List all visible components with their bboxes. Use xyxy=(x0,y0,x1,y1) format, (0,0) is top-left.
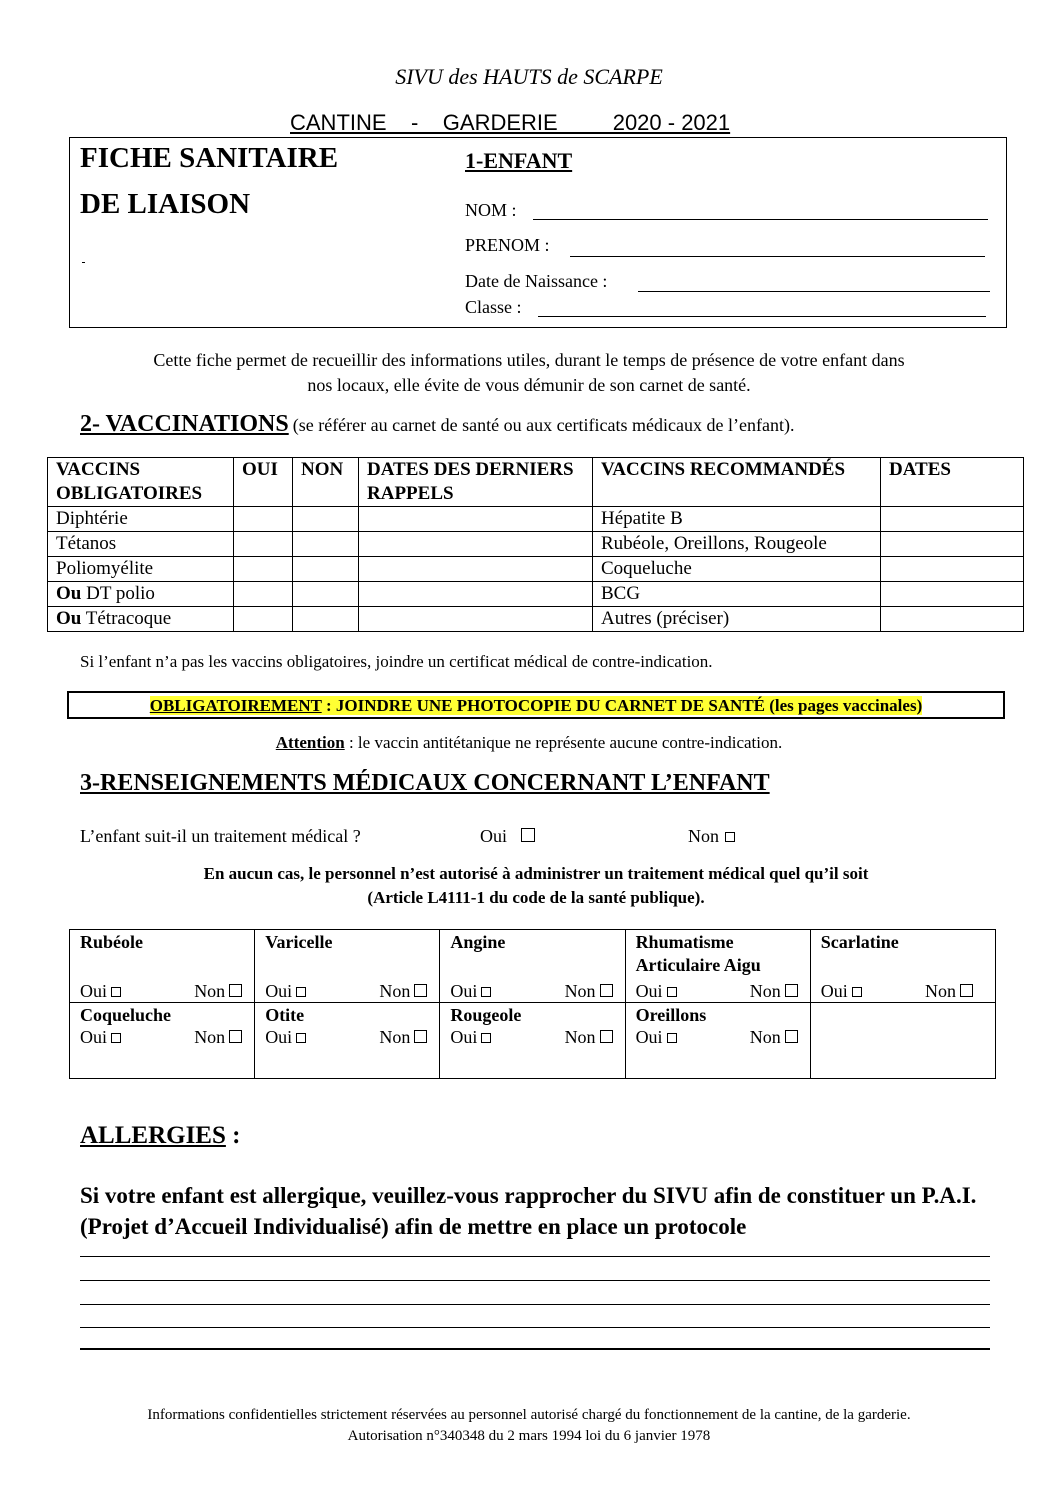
option-oui[interactable] xyxy=(450,1027,491,1048)
date-rappel-cell[interactable] xyxy=(359,582,593,607)
disease-options xyxy=(636,1027,800,1048)
date-cell[interactable] xyxy=(881,582,1024,607)
footer-line-1: Informations confidentielles strictement réservées au personnel autorisé chargé du fonctionnement de la cantine, de la garderie. xyxy=(147,1407,911,1423)
option-non[interactable] xyxy=(194,981,242,1002)
option-oui[interactable] xyxy=(265,981,306,1002)
oui-label: Oui xyxy=(635,981,663,1001)
checkbox-icon[interactable] xyxy=(296,987,306,997)
non-label: Non xyxy=(749,981,781,1001)
option-non[interactable] xyxy=(750,1027,798,1048)
date-rappel-cell[interactable] xyxy=(359,532,593,557)
warning-line-2: (Article L4111-1 du code de la santé publique). xyxy=(367,888,705,907)
option-oui[interactable] xyxy=(265,1027,306,1048)
disease-cell xyxy=(255,1003,440,1079)
disease-options xyxy=(821,981,973,1002)
allergies-text: Si votre enfant est allergique, veuillez-vous rapprocher du SIVU afin de constituer un P.A.I. (Projet d’Accueil Individualisé) afin de mettre en place un protocole xyxy=(80,1183,977,1239)
disease-options xyxy=(80,981,242,1002)
disease-name: Angine xyxy=(450,932,506,952)
non-label: Non xyxy=(564,1027,596,1047)
oui-label: Oui xyxy=(450,1027,478,1047)
option-non[interactable] xyxy=(194,1027,242,1048)
date-rappel-cell[interactable] xyxy=(359,507,593,532)
classe-field[interactable] xyxy=(538,316,986,317)
checkbox-icon[interactable] xyxy=(785,1030,798,1043)
empty-cell xyxy=(810,1003,995,1079)
stray-mark xyxy=(82,262,85,263)
vaccine-name: Poliomyélite xyxy=(56,558,154,579)
treatment-warning xyxy=(0,862,1058,910)
checkbox-icon[interactable] xyxy=(481,987,491,997)
oui-label: Oui xyxy=(80,1027,107,1047)
header-dates: DATES xyxy=(881,458,1024,507)
disease-name: Rubéole xyxy=(80,932,143,952)
intro-paragraph xyxy=(0,348,1058,398)
vaccine-recommande: Hépatite B xyxy=(593,507,881,532)
disease-cell xyxy=(625,1003,810,1079)
callout-highlight xyxy=(150,696,922,715)
checkbox-icon[interactable] xyxy=(111,1033,121,1043)
disease-name: Varicelle xyxy=(265,932,333,952)
disease-cell xyxy=(255,930,440,1003)
vaccinations-note: (se référer au carnet de santé ou aux certificats médicaux de l’enfant). xyxy=(292,415,795,435)
non-cell[interactable] xyxy=(293,607,359,632)
option-oui[interactable] xyxy=(80,981,121,1002)
attention-label: Attention xyxy=(275,733,345,752)
option-non[interactable] xyxy=(750,981,798,1002)
option-oui[interactable] xyxy=(636,981,677,1002)
non-label: Non xyxy=(925,981,956,1001)
writing-line[interactable] xyxy=(80,1348,990,1350)
prenom-field[interactable] xyxy=(570,256,985,257)
vaccinations-header-row xyxy=(48,458,1024,507)
header-obligatoires: VACCINS OBLIGATOIRES xyxy=(48,458,234,507)
disease-name: Rhumatisme Articulaire Aigu xyxy=(635,932,761,975)
date-cell[interactable] xyxy=(881,507,1024,532)
vaccine-recommande: Autres (préciser) xyxy=(593,607,881,632)
oui-cell[interactable] xyxy=(234,582,293,607)
form-title-line2: DE LIAISON xyxy=(80,188,251,220)
disease-cell xyxy=(70,1003,255,1079)
service-subtitle: CANTINE - GARDERIE 2020 - 2021 xyxy=(290,110,731,135)
vaccine-name: Tétracoque xyxy=(81,608,172,629)
identity-box xyxy=(69,137,1007,328)
option-oui[interactable] xyxy=(450,981,491,1002)
vaccinations-title: 2- VACCINATIONS xyxy=(80,411,289,437)
table-row xyxy=(48,607,1024,632)
disease-name: Oreillons xyxy=(635,1005,707,1025)
disease-options xyxy=(265,1027,429,1048)
vaccine-name: Tétanos xyxy=(56,533,117,554)
disease-name: Coqueluche xyxy=(80,1005,172,1025)
checkbox-icon[interactable] xyxy=(960,984,973,997)
disease-name: Otite xyxy=(265,1005,305,1025)
oui-label: Oui xyxy=(265,981,293,1001)
warning-line-1: En aucun cas, le personnel n’est autorisé à administrer un traitement médical quel qu’il soit xyxy=(203,864,869,883)
nom-label: NOM : xyxy=(465,200,517,220)
oui-cell[interactable] xyxy=(234,507,293,532)
vaccine-prefix: Ou xyxy=(56,583,82,604)
date-naissance-field[interactable] xyxy=(638,291,990,292)
treatment-non[interactable] xyxy=(688,826,735,847)
treatment-non-label: Non xyxy=(688,826,719,846)
attention-text: : le vaccin antitétanique ne représente aucune contre-indication. xyxy=(344,733,783,752)
intro-line-1: Cette fiche permet de recueillir des informations utiles, durant le temps de présence de votre enfant dans xyxy=(153,350,905,370)
disease-cell xyxy=(440,1003,625,1079)
writing-line[interactable] xyxy=(80,1280,990,1281)
non-cell[interactable] xyxy=(293,582,359,607)
oui-label: Oui xyxy=(820,981,848,1001)
non-label: Non xyxy=(379,981,411,1001)
vaccine-obligatoire xyxy=(48,607,234,632)
medical-title: 3-RENSEIGNEMENTS MÉDICAUX CONCERNANT L’ENFANT xyxy=(80,770,770,796)
treatment-oui[interactable] xyxy=(480,826,535,847)
option-non[interactable] xyxy=(379,981,427,1002)
allergies-title: ALLERGIES xyxy=(80,1122,226,1149)
form-title-line1: FICHE SANITAIRE xyxy=(80,142,339,174)
diseases-table xyxy=(69,929,996,1079)
non-label: Non xyxy=(194,1027,226,1047)
oui-cell[interactable] xyxy=(234,532,293,557)
attention-note xyxy=(0,733,1058,753)
checkbox-icon[interactable] xyxy=(414,984,427,997)
option-oui[interactable] xyxy=(80,1027,121,1048)
vaccine-obligatoire xyxy=(48,532,234,557)
non-cell[interactable] xyxy=(293,507,359,532)
writing-line[interactable] xyxy=(80,1256,990,1257)
header-recommandes: VACCINS RECOMMANDÉS xyxy=(593,458,881,507)
vaccinations-table xyxy=(47,457,1024,632)
callout-keyword: OBLIGATOIREMENT xyxy=(149,696,322,715)
checkbox-icon[interactable] xyxy=(725,832,735,842)
disease-options xyxy=(80,1027,244,1048)
oui-label: Oui xyxy=(80,981,107,1001)
option-non[interactable] xyxy=(565,1027,613,1048)
header-dates-rappels: DATES DES DERNIERS RAPPELS xyxy=(359,458,593,507)
allergies-heading xyxy=(80,1122,240,1150)
non-cell[interactable] xyxy=(293,532,359,557)
obligation-callout xyxy=(67,691,1005,719)
non-label: Non xyxy=(379,1027,411,1047)
vaccine-name: DT polio xyxy=(81,583,155,604)
vaccine-obligatoire xyxy=(48,582,234,607)
certificate-note: Si l’enfant n’a pas les vaccins obligatoires, joindre un certificat médical de contre-indication. xyxy=(80,652,713,671)
vaccine-name: Diphtérie xyxy=(56,508,128,529)
checkbox-icon[interactable] xyxy=(600,984,613,997)
option-oui[interactable] xyxy=(821,981,862,1002)
callout-text: : JOINDRE UNE PHOTOCOPIE DU CARNET DE SANTÉ (les pages vaccinales) xyxy=(321,696,923,715)
vaccine-recommande: Rubéole, Oreillons, Rougeole xyxy=(593,532,881,557)
oui-cell[interactable] xyxy=(234,557,293,582)
header-non: NON xyxy=(293,458,359,507)
allergies-colon: : xyxy=(225,1122,241,1149)
date-rappel-cell[interactable] xyxy=(359,557,593,582)
intro-line-2: nos locaux, elle évite de vous démunir de son carnet de santé. xyxy=(307,375,751,395)
checkbox-icon[interactable] xyxy=(481,1033,491,1043)
writing-line[interactable] xyxy=(80,1327,990,1328)
checkbox-icon[interactable] xyxy=(414,1030,427,1043)
disease-cell xyxy=(70,930,255,1003)
date-cell[interactable] xyxy=(881,557,1024,582)
footer xyxy=(0,1405,1058,1447)
checkbox-icon[interactable] xyxy=(667,1033,677,1043)
organization-name: SIVU des HAUTS de SCARPE xyxy=(395,64,663,89)
vaccinations-heading xyxy=(80,411,794,438)
prenom-label: PRENOM : xyxy=(465,235,550,255)
checkbox-icon[interactable] xyxy=(111,987,121,997)
oui-label: Oui xyxy=(450,981,478,1001)
option-non[interactable] xyxy=(565,981,613,1002)
option-non[interactable] xyxy=(925,981,973,1002)
checkbox-icon[interactable] xyxy=(521,828,535,842)
treatment-question: L’enfant suit-il un traitement médical ? xyxy=(80,826,361,846)
vaccine-recommande: Coqueluche xyxy=(593,557,881,582)
checkbox-icon[interactable] xyxy=(667,987,677,997)
footer-line-2: Autorisation n°340348 du 2 mars 1994 loi du 6 janvier 1978 xyxy=(347,1428,711,1444)
nom-field[interactable] xyxy=(533,219,988,220)
non-label: Non xyxy=(749,1027,781,1047)
treatment-oui-label: Oui xyxy=(480,826,507,846)
disease-cell xyxy=(810,930,995,1003)
checkbox-icon[interactable] xyxy=(229,984,242,997)
table-row xyxy=(48,557,1024,582)
diseases-row-2 xyxy=(70,1003,996,1079)
disease-cell xyxy=(625,930,810,1003)
checkbox-icon[interactable] xyxy=(785,984,798,997)
date-rappel-cell[interactable] xyxy=(359,607,593,632)
oui-cell[interactable] xyxy=(234,607,293,632)
option-oui[interactable] xyxy=(636,1027,677,1048)
disease-options xyxy=(450,981,612,1002)
option-non[interactable] xyxy=(379,1027,427,1048)
disease-cell xyxy=(440,930,625,1003)
non-cell[interactable] xyxy=(293,557,359,582)
checkbox-icon[interactable] xyxy=(600,1030,613,1043)
writing-line[interactable] xyxy=(80,1304,990,1305)
checkbox-icon[interactable] xyxy=(852,987,862,997)
table-row xyxy=(48,532,1024,557)
checkbox-icon[interactable] xyxy=(229,1030,242,1043)
vaccine-obligatoire xyxy=(48,557,234,582)
disease-options xyxy=(636,981,798,1002)
disease-options xyxy=(265,981,427,1002)
disease-options xyxy=(450,1027,614,1048)
date-cell[interactable] xyxy=(881,607,1024,632)
classe-label: Classe : xyxy=(465,297,522,317)
vaccine-obligatoire xyxy=(48,507,234,532)
oui-label: Oui xyxy=(265,1027,293,1047)
checkbox-icon[interactable] xyxy=(296,1033,306,1043)
date-cell[interactable] xyxy=(881,532,1024,557)
section-enfant-title: 1-ENFANT xyxy=(465,148,573,173)
oui-label: Oui xyxy=(635,1027,663,1047)
header-oui: OUI xyxy=(234,458,293,507)
disease-name: Rougeole xyxy=(450,1005,522,1025)
diseases-row-1 xyxy=(70,930,996,1003)
vaccine-prefix: Ou xyxy=(56,608,82,629)
vaccine-recommande: BCG xyxy=(593,582,881,607)
table-row xyxy=(48,582,1024,607)
table-row xyxy=(48,507,1024,532)
non-label: Non xyxy=(194,981,226,1001)
non-label: Non xyxy=(564,981,596,1001)
date-naissance-label: Date de Naissance : xyxy=(465,271,608,291)
disease-name: Scarlatine xyxy=(820,932,899,952)
